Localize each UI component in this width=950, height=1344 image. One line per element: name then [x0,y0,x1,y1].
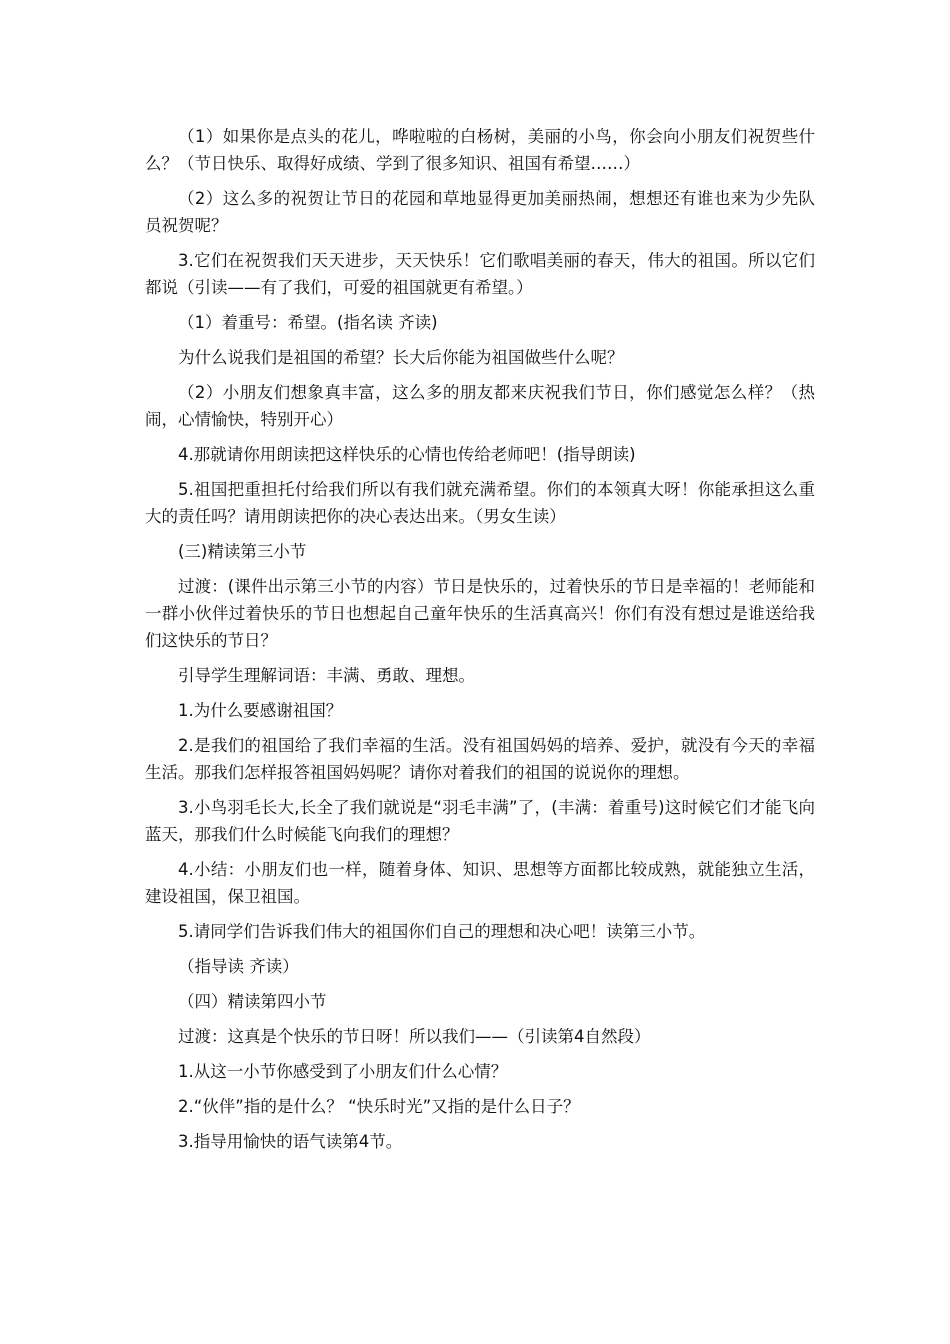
paragraph: 3.指导用愉快的语气读第4节。 [178,1132,403,1151]
paragraph: 过渡：这真是个快乐的节日呀！所以我们——（引读第4自然段） [178,1027,651,1046]
paragraph: 5.请同学们告诉我们伟大的祖国你们自己的理想和决心吧！读第三小节。 [178,922,706,941]
paragraph: （2）这么多的祝贺让节日的花园和草地显得更加美丽热闹，想想还有谁也来为少先队员祝贺呢？ [145,189,815,235]
paragraph: 4.小结：小朋友们也一样，随着身体、知识、思想等方面都比较成熟，就能独立生活，建设祖国，保卫祖国。 [145,860,815,906]
document-body [145,123,815,1163]
paragraph: 3.它们在祝贺我们天天进步，天天快乐！它们歌唱美丽的春天，伟大的祖国。所以它们都说（引读——有了我们，可爱的祖国就更有希望。） [145,251,815,297]
paragraph: （指导读 齐读） [178,957,299,976]
paragraph: （2）小朋友们想象真丰富，这么多的朋友都来庆祝我们节日，你们感觉怎么样？（热闹，心情愉快，特别开心） [145,383,815,429]
section-heading: (三)精读第三小节 [178,542,307,561]
paragraph: 3.小鸟羽毛长大,长全了我们就说是“羽毛丰满”了，(丰满：着重号)这时候它们才能飞向蓝天，那我们什么时候能飞向我们的理想？ [145,798,815,844]
paragraph: 1.为什么要感谢祖国？ [178,701,343,720]
paragraph: 引导学生理解词语：丰满、勇敢、理想。 [178,666,475,685]
paragraph: 2.“伙伴”指的是什么？ “快乐时光”又指的是什么日子？ [178,1097,580,1116]
paragraph: （1）着重号：希望。(指名读 齐读) [178,313,438,332]
paragraph: 1.从这一小节你感受到了小朋友们什么心情？ [178,1062,508,1081]
paragraph: 4.那就请你用朗读把这样快乐的心情也传给老师吧！(指导朗读) [178,445,636,464]
paragraph: （1）如果你是点头的花儿，哗啦啦的白杨树，美丽的小鸟，你会向小朋友们祝贺些什么？（节日快乐、取得好成绩、学到了很多知识、祖国有希望……） [145,127,815,173]
paragraph: 为什么说我们是祖国的希望？长大后你能为祖国做些什么呢？ [178,348,624,367]
section-heading: （四）精读第四小节 [178,992,327,1011]
paragraph: 过渡：(课件出示第三小节的内容）节日是快乐的，过着快乐的节日是幸福的！老师能和一群小伙伴过着快乐的节日也想起自己童年快乐的生活真高兴！你们有没有想过是谁送给我们这快乐的节日？ [145,577,815,650]
paragraph: 5.祖国把重担托付给我们所以有我们就充满希望。你们的本领真大呀！你能承担这么重大的责任吗？请用朗读把你的决心表达出来。（男女生读） [145,480,815,526]
paragraph: 2.是我们的祖国给了我们幸福的生活。没有祖国妈妈的培养、爱护，就没有今天的幸福生活。那我们怎样报答祖国妈妈呢？请你对着我们的祖国的说说你的理想。 [145,736,815,782]
